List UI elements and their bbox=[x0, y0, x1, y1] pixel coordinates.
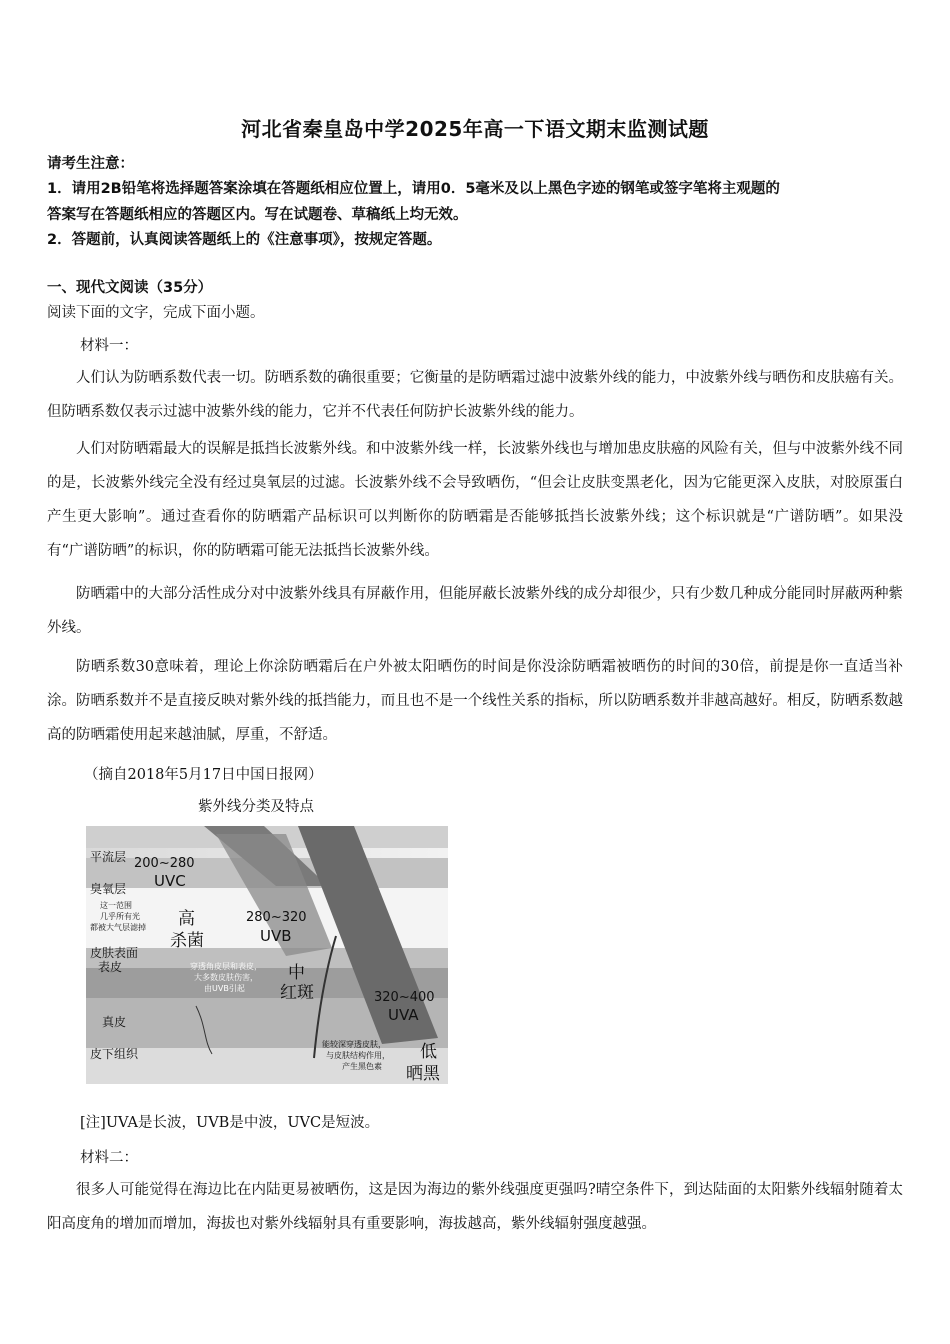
material-1-label: 材料一： bbox=[80, 338, 138, 354]
notice-item-2: 2．答题前，认真阅读答题纸上的《注意事项》，按规定答题。 bbox=[47, 232, 442, 248]
uvc-note-2: 几乎所有光 bbox=[100, 912, 140, 921]
figure-title: 紫外线分类及特点 bbox=[198, 799, 314, 815]
uvc-effect: 杀菌 bbox=[170, 931, 204, 951]
uva-level: 低 bbox=[420, 1042, 437, 1062]
uva-note-2: 与皮肤结构作用， bbox=[326, 1051, 390, 1060]
paragraph-1-text: 人们认为防晒系数代表一切。防晒系数的确很重要；它衡量的是防晒霜过滤中波紫外线的能力，中波紫外线与晒伤和皮肤癌有关。但防晒系数仅表示过滤中波紫外线的能力，它并不代表任何防护长波紫外线的能力。 bbox=[47, 370, 903, 420]
uvc-note-1: 这一范围 bbox=[100, 901, 132, 910]
notice-item-1-line-2: 答案写在答题纸相应的答题区内。写在试题卷、草稿纸上均无效。 bbox=[47, 207, 468, 223]
paragraph-2-text: 人们对防晒霜最大的误解是抵挡长波紫外线。和中波紫外线一样，长波紫外线也与增加患皮肤癌的风险有关，但与中波紫外线不同的是，长波紫外线完全没有经过臭氧层的过滤。长波紫外线不会导致晒伤，“但会让皮肤变黑老化，因为它能更深入皮肤，对胶原蛋白产生更大影响”。通过查看你的防晒霜产品标识可以判断你的防晒霜是否能够抵挡长波紫外线；这个标识就是“广谱防晒”。如果没有“广谱防晒”的标识，你的防晒霜可能无法抵挡长波紫外线。 bbox=[47, 441, 903, 559]
section-heading: 一、现代文阅读（35分） bbox=[47, 280, 213, 296]
uva-range: 320~400 bbox=[374, 990, 435, 1005]
uvb-note-3: 由UVB引起 bbox=[204, 984, 245, 993]
uvb-level: 中 bbox=[288, 963, 305, 983]
band-subcutis bbox=[86, 1048, 448, 1084]
uvc-name: UVC bbox=[154, 872, 186, 890]
uvc-range: 200~280 bbox=[134, 856, 195, 871]
layer-subcutis-label: 皮下组织 bbox=[90, 1047, 139, 1061]
paragraph-5-text: 很多人可能觉得在海边比在内陆更易被晒伤，这是因为海边的紫外线强度更强吗?晴空条件下，到达陆面的太阳紫外线辐射随着太阳高度角的增加而增加，海拔也对紫外线辐射具有重要影响，海拔越高，紫外线辐射强度越强。 bbox=[47, 1182, 903, 1232]
source-citation: （摘自2018年5月17日中国日报网） bbox=[84, 767, 323, 783]
uvb-effect: 红斑 bbox=[280, 983, 314, 1003]
uvb-name: UVB bbox=[260, 927, 292, 945]
paragraph-3 bbox=[47, 577, 903, 645]
figure-note: [注]UVA是长波，UVB是中波，UVC是短波。 bbox=[80, 1115, 380, 1131]
layer-skin-surface-label: 皮肤表面 bbox=[90, 946, 139, 960]
uvc-level: 高 bbox=[178, 909, 195, 929]
uvc-note-3: 都被大气层滤掉 bbox=[90, 923, 146, 932]
paragraph-4-text: 防晒系数30意味着，理论上你涂防晒霜后在户外被太阳晒伤的时间是你没涂防晒霜被晒伤的时间的30倍，前提是你一直适当补涂。防晒系数并不是直接反映对紫外线的抵挡能力，而且也不是一个线性关系的指标，所以防晒系数并非越高越好。相反，防晒系数越高的防晒霜使用起来越油腻，厚重，不舒适。 bbox=[47, 659, 903, 743]
uva-note-3: 产生黑色素 bbox=[342, 1062, 382, 1071]
layer-ozone-label: 臭氧层 bbox=[90, 882, 127, 896]
notice-item-1-line-1: 1．请用2B铅笔将选择题答案涂填在答题纸相应位置上，请用0．5毫米及以上黑色字迹的钢笔或签字笔将主观题的 bbox=[47, 181, 780, 197]
paragraph-4 bbox=[47, 650, 903, 752]
uva-name: UVA bbox=[388, 1006, 419, 1024]
uva-effect: 晒黑 bbox=[406, 1064, 440, 1084]
layer-stratosphere-label: 平流层 bbox=[90, 850, 127, 864]
uvb-range: 280~320 bbox=[246, 910, 307, 925]
reading-instruction: 阅读下面的文字，完成下面小题。 bbox=[47, 305, 265, 321]
layer-dermis-label: 真皮 bbox=[102, 1015, 127, 1029]
paragraph-3-text: 防晒霜中的大部分活性成分对中波紫外线具有屏蔽作用，但能屏蔽长波紫外线的成分却很少，只有少数几种成分能同时屏蔽两种紫外线。 bbox=[47, 586, 903, 636]
uvb-note-1: 穿透角皮层和表皮， bbox=[190, 962, 262, 971]
layer-epidermis-label: 表皮 bbox=[98, 960, 123, 974]
material-2-label: 材料二： bbox=[80, 1150, 138, 1166]
uv-diagram bbox=[86, 826, 448, 1084]
notice-heading: 请考生注意： bbox=[47, 156, 134, 172]
uva-note-1: 能较深穿透皮肤， bbox=[322, 1040, 386, 1049]
exam-title: 河北省秦皇岛中学2025年高一下语文期末监测试题 bbox=[241, 117, 709, 141]
paragraph-5 bbox=[47, 1173, 903, 1241]
paragraph-1 bbox=[47, 361, 903, 429]
uvb-note-2: 大多数皮肤伤害， bbox=[194, 973, 258, 982]
paragraph-2 bbox=[47, 432, 903, 568]
